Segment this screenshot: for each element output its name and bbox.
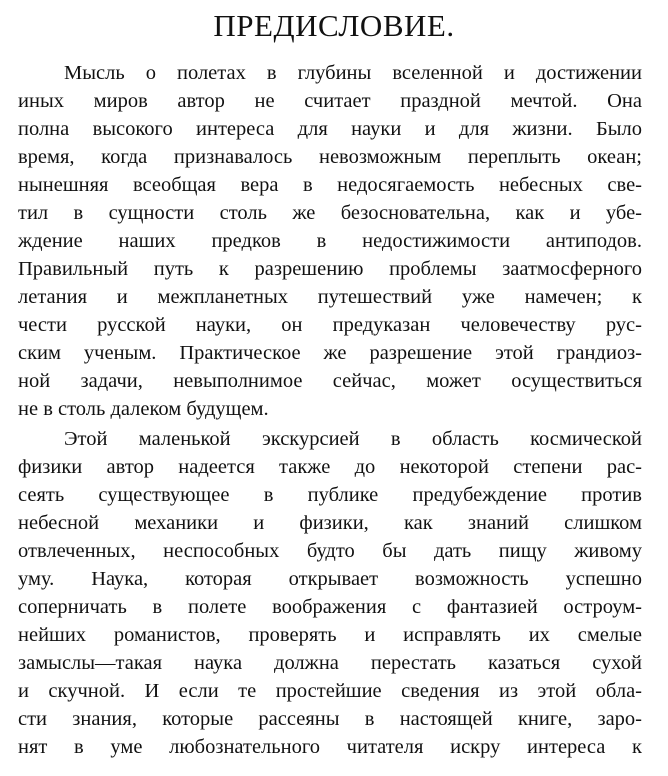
- text-line: соперничать в полете воображения с фантазией остроум-: [18, 596, 642, 618]
- text-line: отвлеченных, неспособных будто бы дать пищу живому: [18, 540, 642, 562]
- text-line: замыслы—такая наука должна перестать казаться сухой: [18, 652, 642, 674]
- text-line: ждение наших предков в недостижимости антиподов.: [18, 230, 642, 252]
- text-line: время, когда признавалось невозможным переплыть океан;: [18, 146, 642, 168]
- text-line: нят в уме любознательного читателя искру интереса к: [18, 736, 642, 758]
- text-line: Этой маленькой экскурсией в область космической: [64, 428, 642, 450]
- text-line: и скучной. И если те простейшие сведения из этой обла-: [18, 680, 642, 702]
- text-line: уму. Наука, которая открывает возможность успешно: [18, 568, 642, 590]
- text-line: сти знания, которые рассеяны в настоящей книге, зaро-: [18, 708, 642, 730]
- text-line: Мысль о полетах в глубины вселенной и достижении: [64, 62, 642, 84]
- page-title: ПРЕДИСЛОВИЕ.: [213, 8, 455, 43]
- text-line: нынешняя всеобщая вера в недосягаемость небесных све-: [18, 174, 642, 196]
- text-line: Правильный путь к разрешению проблемы заатмосферного: [18, 258, 642, 280]
- text-line: ским ученым. Практическое же разрешение этой грандиоз-: [18, 342, 642, 364]
- text-line: физики автор надеется также до некоторой степени рас-: [18, 456, 642, 478]
- text-line: иных миров автор не считает праздной мечтой. Она: [18, 90, 642, 112]
- text-line: тил в сущности столь же безосновательна, как и убе-: [18, 202, 642, 224]
- text-line: небесной механики и физики, как знаний слишком: [18, 512, 642, 534]
- text-line: сеять существующее в публике предубеждение против: [18, 484, 642, 506]
- text-line: нейших романистов, проверять и исправлять их смелые: [18, 624, 642, 646]
- text-line: полна высокого интереса для науки и для жизни. Было: [18, 118, 642, 140]
- text-line: чести русской науки, он предуказан человечеству рус-: [18, 314, 642, 336]
- text-line: ной задачи, невыполнимое сейчас, может осуществиться: [18, 370, 642, 392]
- text-line: не в столь далеком будущем.: [18, 398, 269, 420]
- text-line: летания и межпланетных путешествий уже намечен; к: [18, 286, 642, 308]
